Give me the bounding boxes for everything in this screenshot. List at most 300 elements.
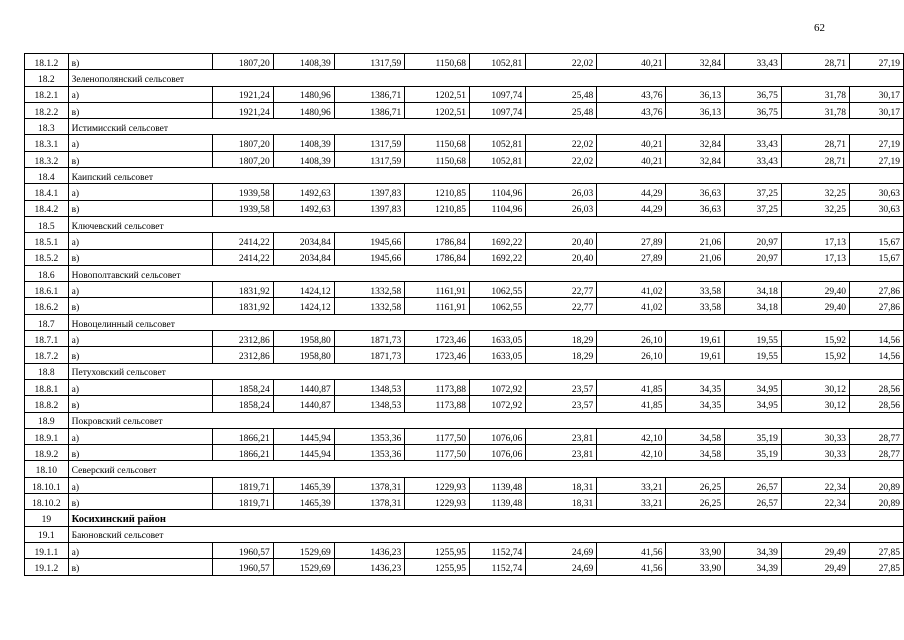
row-code: 19.1.2 <box>25 559 69 575</box>
table-cell: 23,57 <box>526 396 597 412</box>
table-cell: 1831,92 <box>212 282 273 298</box>
table-cell: 30,63 <box>850 200 904 216</box>
table-cell: 28,71 <box>781 54 849 70</box>
row-code: 18.3.1 <box>25 135 69 151</box>
table-cell: 1858,24 <box>212 379 273 395</box>
table-cell: 27,19 <box>850 54 904 70</box>
table-cell: 1317,59 <box>334 135 405 151</box>
table-cell: 32,84 <box>666 54 725 70</box>
row-code: 18.7.2 <box>25 347 69 363</box>
table-cell: 1958,80 <box>273 347 334 363</box>
table-cell: 40,21 <box>597 135 666 151</box>
table-cell: 1436,23 <box>334 559 405 575</box>
table-cell: 19,55 <box>725 347 782 363</box>
table-cell: 1960,57 <box>212 542 273 558</box>
table-cell: 1424,12 <box>273 282 334 298</box>
row-label: в) <box>68 347 212 363</box>
table-cell: 25,48 <box>526 86 597 102</box>
table-cell: 1858,24 <box>212 396 273 412</box>
table-cell: 1819,71 <box>212 494 273 510</box>
table-cell: 36,13 <box>666 86 725 102</box>
table-cell: 1492,63 <box>273 200 334 216</box>
table-cell: 28,77 <box>850 428 904 444</box>
row-code: 18.4.1 <box>25 184 69 200</box>
table-cell: 1807,20 <box>212 151 273 167</box>
table-cell: 29,40 <box>781 282 849 298</box>
table-cell: 27,86 <box>850 298 904 314</box>
table-cell: 43,76 <box>597 102 666 118</box>
table-cell: 1177,50 <box>405 445 470 461</box>
table-cell: 1440,87 <box>273 396 334 412</box>
table-cell: 1480,96 <box>273 102 334 118</box>
row-label: в) <box>68 396 212 412</box>
table-cell: 29,49 <box>781 542 849 558</box>
table-cell: 32,25 <box>781 184 849 200</box>
table-cell: 15,92 <box>781 347 849 363</box>
row-code: 18.2.2 <box>25 102 69 118</box>
table-cell: 1353,36 <box>334 428 405 444</box>
table-cell: 29,49 <box>781 559 849 575</box>
table-cell: 34,39 <box>725 542 782 558</box>
table-row <box>25 54 904 70</box>
table-cell: 1492,63 <box>273 184 334 200</box>
table-cell: 1076,06 <box>470 428 526 444</box>
table-row <box>25 298 904 314</box>
section-title: Новоцелинный сельсовет <box>68 314 903 330</box>
table-cell: 1173,88 <box>405 379 470 395</box>
table-cell: 20,89 <box>850 494 904 510</box>
table-cell: 1161,91 <box>405 282 470 298</box>
table-cell: 30,12 <box>781 379 849 395</box>
table-row <box>25 200 904 216</box>
table-cell: 26,10 <box>597 331 666 347</box>
table-row <box>25 249 904 265</box>
table-cell: 42,10 <box>597 445 666 461</box>
section-header-row <box>25 526 904 542</box>
table-row <box>25 477 904 493</box>
table-cell: 1939,58 <box>212 200 273 216</box>
table-cell: 41,85 <box>597 379 666 395</box>
table-cell: 14,56 <box>850 331 904 347</box>
row-code: 18.10.2 <box>25 494 69 510</box>
table-cell: 1317,59 <box>334 151 405 167</box>
table-row <box>25 135 904 151</box>
row-code: 18.10 <box>25 461 69 477</box>
row-label: а) <box>68 135 212 151</box>
row-code: 19.1 <box>25 526 69 542</box>
table-cell: 37,25 <box>725 200 782 216</box>
row-code: 18.5 <box>25 216 69 232</box>
table-cell: 18,29 <box>526 347 597 363</box>
table-cell: 1436,23 <box>334 542 405 558</box>
table-cell: 1210,85 <box>405 200 470 216</box>
row-code: 19.1.1 <box>25 542 69 558</box>
table-cell: 1386,71 <box>334 102 405 118</box>
table-cell: 27,89 <box>597 233 666 249</box>
row-label: а) <box>68 428 212 444</box>
table-row <box>25 428 904 444</box>
row-code: 18.5.1 <box>25 233 69 249</box>
table-cell: 37,25 <box>725 184 782 200</box>
table-cell: 23,57 <box>526 379 597 395</box>
table-cell: 17,13 <box>781 249 849 265</box>
table-cell: 36,75 <box>725 86 782 102</box>
table-cell: 27,89 <box>597 249 666 265</box>
row-code: 18.8.2 <box>25 396 69 412</box>
table-cell: 1255,95 <box>405 559 470 575</box>
table-cell: 1210,85 <box>405 184 470 200</box>
table-cell: 15,92 <box>781 331 849 347</box>
table-cell: 1465,39 <box>273 477 334 493</box>
table-cell: 1152,74 <box>470 559 526 575</box>
section-header-row <box>25 119 904 135</box>
table-cell: 21,06 <box>666 249 725 265</box>
row-code: 18.4.2 <box>25 200 69 216</box>
section-title: Покровский сельсовет <box>68 412 903 428</box>
table-cell: 34,95 <box>725 379 782 395</box>
table-cell: 24,69 <box>526 542 597 558</box>
table-cell: 34,35 <box>666 379 725 395</box>
table-cell: 33,90 <box>666 559 725 575</box>
table-cell: 22,77 <box>526 298 597 314</box>
table-cell: 28,77 <box>850 445 904 461</box>
table-cell: 1052,81 <box>470 151 526 167</box>
table-cell: 26,10 <box>597 347 666 363</box>
table-cell: 1097,74 <box>470 86 526 102</box>
table-cell: 22,02 <box>526 54 597 70</box>
table-cell: 33,90 <box>666 542 725 558</box>
row-code: 18.1.2 <box>25 54 69 70</box>
table-cell: 30,17 <box>850 86 904 102</box>
row-code: 18.7 <box>25 314 69 330</box>
row-label: а) <box>68 282 212 298</box>
table-cell: 1229,93 <box>405 494 470 510</box>
table-row <box>25 184 904 200</box>
table-cell: 1052,81 <box>470 54 526 70</box>
section-title: Новополтавский сельсовет <box>68 265 903 281</box>
table-cell: 25,48 <box>526 102 597 118</box>
table-cell: 22,77 <box>526 282 597 298</box>
table-row <box>25 542 904 558</box>
table-cell: 1440,87 <box>273 379 334 395</box>
table-cell: 1831,92 <box>212 298 273 314</box>
table-cell: 1348,53 <box>334 396 405 412</box>
section-header-row <box>25 461 904 477</box>
row-label: в) <box>68 151 212 167</box>
row-label: а) <box>68 331 212 347</box>
table-cell: 2414,22 <box>212 249 273 265</box>
table-cell: 1152,74 <box>470 542 526 558</box>
section-header-row <box>25 216 904 232</box>
table-cell: 41,56 <box>597 559 666 575</box>
table-cell: 21,06 <box>666 233 725 249</box>
table-cell: 30,12 <box>781 396 849 412</box>
row-label: в) <box>68 102 212 118</box>
section-title: Баюновский сельсовет <box>68 526 903 542</box>
table-cell: 1104,96 <box>470 184 526 200</box>
table-cell: 1960,57 <box>212 559 273 575</box>
table-cell: 1958,80 <box>273 331 334 347</box>
table-cell: 1723,46 <box>405 331 470 347</box>
table-cell: 1104,96 <box>470 200 526 216</box>
table-row <box>25 396 904 412</box>
table-cell: 33,21 <box>597 477 666 493</box>
table-cell: 1723,46 <box>405 347 470 363</box>
table-cell: 1173,88 <box>405 396 470 412</box>
table-cell: 1819,71 <box>212 477 273 493</box>
table-cell: 30,63 <box>850 184 904 200</box>
table-cell: 20,97 <box>725 233 782 249</box>
table-cell: 1807,20 <box>212 54 273 70</box>
table-cell: 32,84 <box>666 151 725 167</box>
section-title: Ключевский сельсовет <box>68 216 903 232</box>
table-cell: 1465,39 <box>273 494 334 510</box>
table-cell: 1397,83 <box>334 184 405 200</box>
section-header-row <box>25 70 904 86</box>
table-cell: 1945,66 <box>334 249 405 265</box>
table-cell: 27,19 <box>850 151 904 167</box>
table-row <box>25 494 904 510</box>
table-cell: 27,19 <box>850 135 904 151</box>
table-body <box>25 54 904 576</box>
row-label: а) <box>68 184 212 200</box>
table-cell: 30,33 <box>781 428 849 444</box>
table-cell: 29,40 <box>781 298 849 314</box>
table-row <box>25 282 904 298</box>
table-cell: 17,13 <box>781 233 849 249</box>
table-cell: 30,17 <box>850 102 904 118</box>
table-cell: 1871,73 <box>334 347 405 363</box>
table-cell: 1150,68 <box>405 54 470 70</box>
table-cell: 41,02 <box>597 282 666 298</box>
table-cell: 1871,73 <box>334 331 405 347</box>
table-cell: 19,61 <box>666 347 725 363</box>
table-cell: 1397,83 <box>334 200 405 216</box>
row-code: 18.5.2 <box>25 249 69 265</box>
table-cell: 1408,39 <box>273 54 334 70</box>
table-cell: 40,21 <box>597 151 666 167</box>
table-cell: 2312,86 <box>212 347 273 363</box>
table-cell: 1332,58 <box>334 282 405 298</box>
table-cell: 1332,58 <box>334 298 405 314</box>
table-cell: 1062,55 <box>470 298 526 314</box>
table-row <box>25 331 904 347</box>
row-code: 18.8.1 <box>25 379 69 395</box>
table-cell: 1202,51 <box>405 102 470 118</box>
table-cell: 34,18 <box>725 298 782 314</box>
table-cell: 1786,84 <box>405 249 470 265</box>
table-cell: 2034,84 <box>273 249 334 265</box>
table-cell: 18,29 <box>526 331 597 347</box>
table-cell: 1353,36 <box>334 445 405 461</box>
row-label: в) <box>68 200 212 216</box>
table-cell: 26,03 <box>526 184 597 200</box>
table-row <box>25 233 904 249</box>
table-cell: 31,78 <box>781 86 849 102</box>
row-code: 18.6.2 <box>25 298 69 314</box>
table-cell: 23,81 <box>526 445 597 461</box>
table-cell: 1062,55 <box>470 282 526 298</box>
table-cell: 36,63 <box>666 200 725 216</box>
table-cell: 19,61 <box>666 331 725 347</box>
row-label: в) <box>68 54 212 70</box>
table-cell: 1692,22 <box>470 233 526 249</box>
table-cell: 43,76 <box>597 86 666 102</box>
table-cell: 1633,05 <box>470 331 526 347</box>
table-cell: 19,55 <box>725 331 782 347</box>
table-cell: 30,33 <box>781 445 849 461</box>
row-code: 18.6 <box>25 265 69 281</box>
table-cell: 2312,86 <box>212 331 273 347</box>
section-title: Каипский сельсовет <box>68 168 903 184</box>
row-label: а) <box>68 477 212 493</box>
table-cell: 1072,92 <box>470 396 526 412</box>
table-cell: 26,25 <box>666 494 725 510</box>
table-cell: 28,56 <box>850 396 904 412</box>
table-cell: 1921,24 <box>212 102 273 118</box>
table-cell: 34,58 <box>666 428 725 444</box>
table-cell: 1097,74 <box>470 102 526 118</box>
table-cell: 1052,81 <box>470 135 526 151</box>
section-header-row <box>25 314 904 330</box>
row-code: 18.8 <box>25 363 69 379</box>
row-code: 18.4 <box>25 168 69 184</box>
row-code: 18.9 <box>25 412 69 428</box>
table-cell: 1378,31 <box>334 494 405 510</box>
section-header-row <box>25 265 904 281</box>
row-code: 18.7.1 <box>25 331 69 347</box>
table-cell: 1866,21 <box>212 428 273 444</box>
table-cell: 26,25 <box>666 477 725 493</box>
section-title: Петуховский сельсовет <box>68 363 903 379</box>
table-cell: 1529,69 <box>273 542 334 558</box>
table-cell: 32,25 <box>781 200 849 216</box>
table-cell: 34,35 <box>666 396 725 412</box>
table-cell: 1921,24 <box>212 86 273 102</box>
row-code: 18.10.1 <box>25 477 69 493</box>
table-cell: 1445,94 <box>273 445 334 461</box>
section-header-row <box>25 363 904 379</box>
table-cell: 1177,50 <box>405 428 470 444</box>
region-title: Косихинский район <box>68 510 903 526</box>
table-cell: 1480,96 <box>273 86 334 102</box>
section-header-row <box>25 168 904 184</box>
row-code: 18.9.1 <box>25 428 69 444</box>
row-label: в) <box>68 298 212 314</box>
table-cell: 1255,95 <box>405 542 470 558</box>
table-cell: 2034,84 <box>273 233 334 249</box>
table-cell: 1161,91 <box>405 298 470 314</box>
table-cell: 15,67 <box>850 233 904 249</box>
table-row <box>25 559 904 575</box>
table-cell: 1866,21 <box>212 445 273 461</box>
table-cell: 26,03 <box>526 200 597 216</box>
table-cell: 36,13 <box>666 102 725 118</box>
row-label: в) <box>68 445 212 461</box>
table-row <box>25 86 904 102</box>
table-cell: 26,57 <box>725 477 782 493</box>
table-cell: 41,85 <box>597 396 666 412</box>
table-row <box>25 445 904 461</box>
section-header-row <box>25 412 904 428</box>
row-label: а) <box>68 379 212 395</box>
row-code: 18.2 <box>25 70 69 86</box>
row-code: 18.3 <box>25 119 69 135</box>
section-title: Зеленополянский сельсовет <box>68 70 903 86</box>
table-cell: 1807,20 <box>212 135 273 151</box>
table-cell: 32,84 <box>666 135 725 151</box>
table-cell: 1692,22 <box>470 249 526 265</box>
table-cell: 1150,68 <box>405 135 470 151</box>
table-row <box>25 379 904 395</box>
table-cell: 22,34 <box>781 477 849 493</box>
table-cell: 41,02 <box>597 298 666 314</box>
table-cell: 1939,58 <box>212 184 273 200</box>
table-cell: 18,31 <box>526 494 597 510</box>
table-cell: 23,81 <box>526 428 597 444</box>
table-cell: 27,85 <box>850 542 904 558</box>
table-cell: 1076,06 <box>470 445 526 461</box>
table-cell: 1408,39 <box>273 151 334 167</box>
row-code: 18.9.2 <box>25 445 69 461</box>
table-cell: 1378,31 <box>334 477 405 493</box>
row-label: а) <box>68 86 212 102</box>
section-title: Истимисский сельсовет <box>68 119 903 135</box>
table-cell: 26,57 <box>725 494 782 510</box>
table-cell: 31,78 <box>781 102 849 118</box>
table-cell: 34,58 <box>666 445 725 461</box>
table-cell: 35,19 <box>725 445 782 461</box>
table-cell: 1139,48 <box>470 494 526 510</box>
table-row <box>25 102 904 118</box>
table-cell: 20,40 <box>526 233 597 249</box>
table-cell: 1229,93 <box>405 477 470 493</box>
table-cell: 20,97 <box>725 249 782 265</box>
table-cell: 28,71 <box>781 135 849 151</box>
table-cell: 14,56 <box>850 347 904 363</box>
table-cell: 27,86 <box>850 282 904 298</box>
section-title: Северский сельсовет <box>68 461 903 477</box>
table-cell: 28,71 <box>781 151 849 167</box>
table-cell: 1786,84 <box>405 233 470 249</box>
row-code: 18.3.2 <box>25 151 69 167</box>
table-row <box>25 151 904 167</box>
table-cell: 20,89 <box>850 477 904 493</box>
table-cell: 35,19 <box>725 428 782 444</box>
row-label: в) <box>68 249 212 265</box>
table-cell: 44,29 <box>597 200 666 216</box>
tariff-table <box>24 53 904 576</box>
table-cell: 27,85 <box>850 559 904 575</box>
table-cell: 34,18 <box>725 282 782 298</box>
table-cell: 22,02 <box>526 135 597 151</box>
row-label: в) <box>68 494 212 510</box>
table-cell: 33,58 <box>666 298 725 314</box>
table-cell: 22,34 <box>781 494 849 510</box>
table-cell: 34,95 <box>725 396 782 412</box>
table-row <box>25 347 904 363</box>
table-cell: 1072,92 <box>470 379 526 395</box>
table-cell: 42,10 <box>597 428 666 444</box>
table-cell: 40,21 <box>597 54 666 70</box>
table-cell: 1424,12 <box>273 298 334 314</box>
row-code: 19 <box>25 510 69 526</box>
table-cell: 2414,22 <box>212 233 273 249</box>
table-cell: 36,75 <box>725 102 782 118</box>
row-label: а) <box>68 233 212 249</box>
table-cell: 44,29 <box>597 184 666 200</box>
table-cell: 33,43 <box>725 135 782 151</box>
